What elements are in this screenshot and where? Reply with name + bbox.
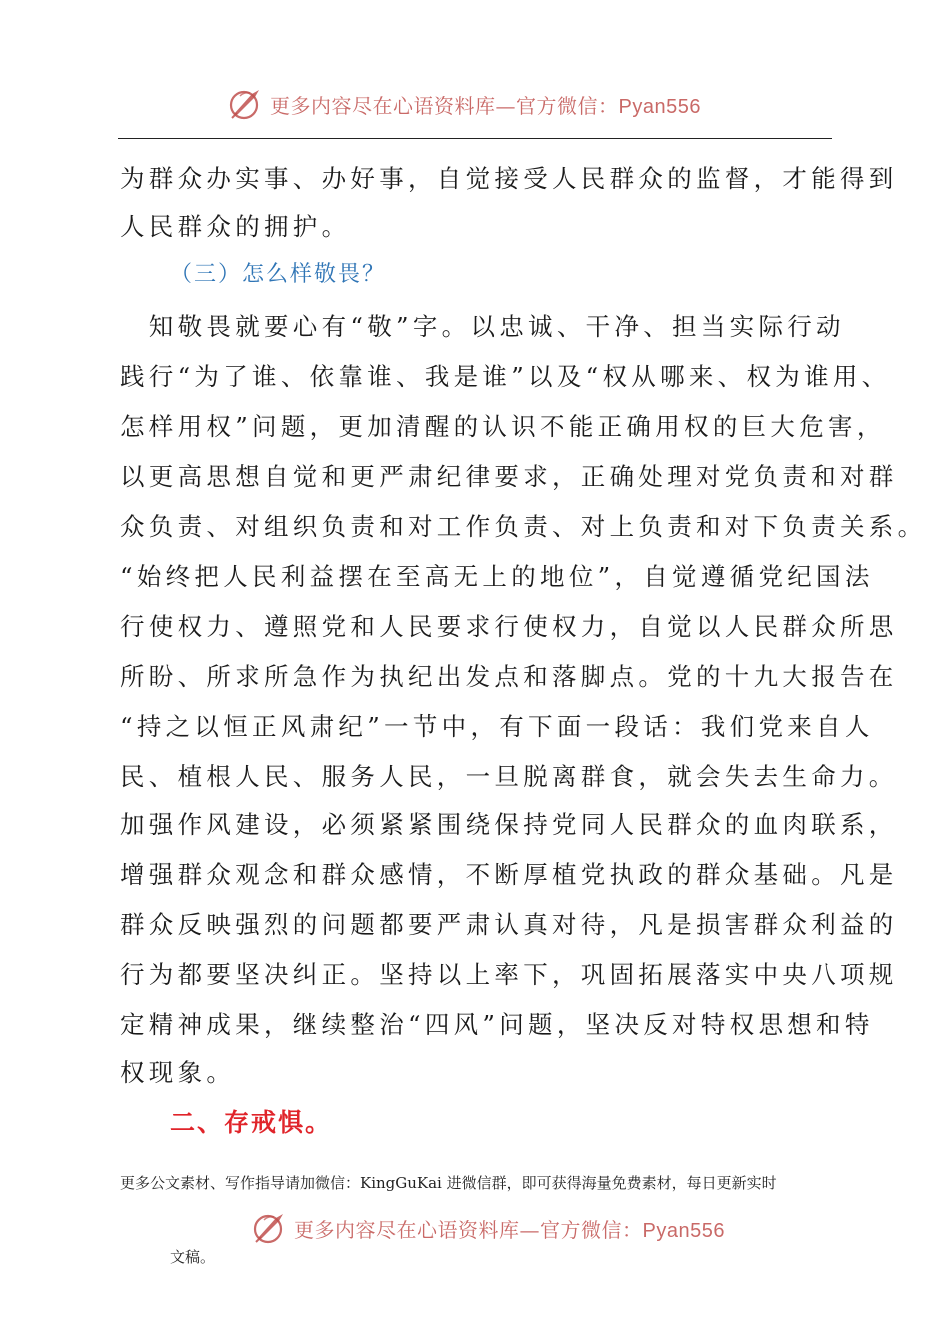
paragraph-line: 以更高思想自觉和更严肃纪律要求，正确处理对党负责和对群 — [120, 462, 898, 491]
footer-brand — [250, 1208, 725, 1248]
subheading: （三）怎么样敬畏？ — [170, 262, 387, 287]
footer-note: 更多公文素材、写作指导请加微信：KingGuKai 进微信群，即可获得海量免费素材，每日更新实时 — [120, 1174, 777, 1192]
paragraph-line: “持之以恒正风肃纪”一节中，有下面一段话：我们党来自人 — [120, 712, 874, 741]
paragraph-line: 群众反映强烈的问题都要严肃认真对待，凡是损害群众利益的 — [120, 910, 898, 939]
body-line: 为群众办实事、办好事，自觉接受人民群众的监督，才能得到 — [120, 164, 898, 193]
paragraph-line: 怎样用权”问题，更加清醒的认识不能正确用权的巨大危害， — [120, 412, 886, 441]
paragraph-line: 行为都要坚决纠正。坚持以上率下，巩固拓展落实中央八项规 — [120, 960, 898, 989]
quill-pen-logo-icon — [250, 1208, 290, 1248]
paragraph-line: 所盼、所求所急作为执纪出发点和落脚点。党的十九大报告在 — [120, 662, 898, 691]
paragraph-line: “始终把人民利益摆在至高无上的地位”，自觉遵循党纪国法 — [120, 562, 874, 591]
brand-slogan: 更多内容尽在心语资料库—官方微信：Pyan556 — [294, 1217, 725, 1242]
header-divider — [118, 138, 832, 139]
paragraph-line: 众负责、对组织负责和对工作负责、对上负责和对下负责关系。 — [120, 512, 927, 541]
section-heading: 二、存戒惧。 — [170, 1108, 333, 1137]
brand-wechat-id: Pyan556 — [642, 1219, 725, 1242]
brand-wechat-id: Pyan556 — [618, 95, 701, 118]
paragraph-line: 权现象。 — [120, 1058, 236, 1087]
header-brand — [226, 84, 701, 124]
paragraph-line: 行使权力、遵照党和人民要求行使权力，自觉以人民群众所思 — [120, 612, 898, 641]
body-line: 人民群众的拥护。 — [120, 212, 351, 241]
paragraph-line: 知敬畏就要心有“敬”字。以忠诚、干净、担当实际行动 — [120, 312, 845, 341]
paragraph-line: 增强群众观念和群众感情，不断厚植党执政的群众基础。凡是 — [120, 860, 898, 889]
brand-slogan: 更多内容尽在心语资料库—官方微信：Pyan556 — [270, 93, 701, 118]
paragraph-line: 定精神成果，继续整治“四风”问题，坚决反对特权思想和特 — [120, 1010, 874, 1039]
paragraph-line: 民、植根人民、服务人民，一旦脱离群食，就会失去生命力。 — [120, 762, 898, 791]
paragraph-line: 践行“为了谁、依靠谁、我是谁”以及“权从哪来、权为谁用、 — [120, 362, 891, 391]
quill-pen-logo-icon — [226, 84, 266, 124]
footer-note-continuation: 文稿。 — [170, 1248, 216, 1266]
paragraph-line: 加强作风建设，必须紧紧围绕保持党同人民群众的血肉联系， — [120, 810, 898, 839]
